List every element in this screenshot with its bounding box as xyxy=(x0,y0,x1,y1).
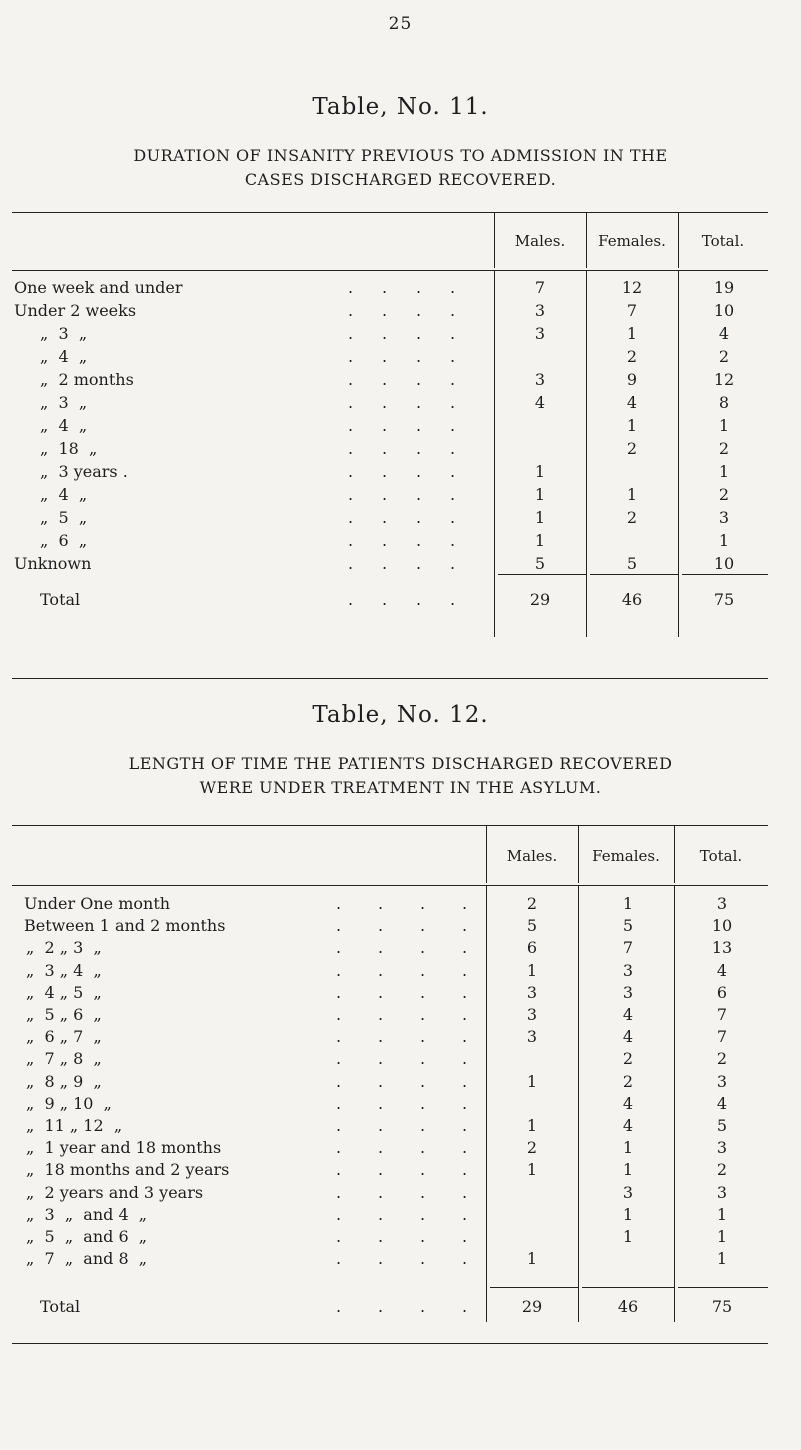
row-label: Between 1 and 2 months xyxy=(24,916,226,936)
total-value: 4 xyxy=(716,960,728,980)
row-label: „ 5 „ xyxy=(40,508,88,527)
row-label: „ 3 „ xyxy=(40,324,88,343)
total-value: 7 xyxy=(716,1027,728,1047)
total-females-value: 46 xyxy=(621,590,643,609)
total-value: 7 xyxy=(716,1005,728,1024)
total-value: 1 xyxy=(718,416,730,435)
column-header-females: Females. xyxy=(598,232,666,250)
total-males-value: 29 xyxy=(521,1297,543,1316)
row-label: „ 7 „ and 8 „ xyxy=(26,1249,148,1269)
table-row: „ 8 „ 9 „ . . . . 1 2 3 xyxy=(12,1070,768,1093)
header-rule xyxy=(12,885,768,886)
table-12 xyxy=(12,825,768,1345)
table-11 xyxy=(12,212,768,682)
males-value: 5 xyxy=(526,916,538,936)
total-value: 3 xyxy=(716,1071,728,1091)
table-top-rule xyxy=(12,212,768,213)
row-label: „ 4 „ xyxy=(40,485,88,504)
row-label: Under One month xyxy=(24,894,171,913)
table-total-row: Total . . . . 29 46 75 xyxy=(12,1295,768,1318)
females-value: 2 xyxy=(626,508,638,527)
row-label: „ 11 „ 12 „ xyxy=(26,1116,123,1135)
table-row: Unknown . . . . 5 5 10 xyxy=(12,552,768,575)
table-bottom-rule xyxy=(12,1343,768,1344)
females-value: 1 xyxy=(622,1138,634,1158)
males-value: 3 xyxy=(534,301,546,320)
total-value: 4 xyxy=(716,1093,728,1113)
total-value: 10 xyxy=(711,916,733,936)
females-value: 1 xyxy=(622,1204,634,1224)
row-label: „ 18 „ xyxy=(40,439,98,458)
total-value: 3 xyxy=(716,894,728,913)
table-row: „ 2 months . . . . 3 9 12 xyxy=(12,368,768,391)
females-value: 3 xyxy=(622,1182,634,1202)
females-value: 4 xyxy=(622,1116,634,1135)
males-value: 1 xyxy=(526,960,538,980)
females-value: 5 xyxy=(626,554,638,573)
column-header-females: Females. xyxy=(592,847,660,865)
row-label: „ 3 „ 4 „ xyxy=(26,960,102,980)
females-value: 7 xyxy=(622,938,634,958)
row-label: „ 1 year and 18 months xyxy=(26,1138,222,1158)
table-row: „ 9 „ 10 „ . . . . 4 4 xyxy=(12,1092,768,1115)
table-row: „ 3 „ 4 „ . . . . 1 3 4 xyxy=(12,959,768,982)
row-label: „ 3 years . xyxy=(40,462,128,481)
table-row: „ 7 „ 8 „ . . . . 2 2 xyxy=(12,1047,768,1070)
row-label: „ 3 „ and 4 „ xyxy=(26,1204,148,1224)
table-12-subtitle-line-1: LENGTH OF TIME THE PATIENTS DISCHARGED RECOVERED xyxy=(128,754,673,773)
table-row: „ 2 „ 3 „ . . . . 6 7 13 xyxy=(12,936,768,959)
grand-total-value: 75 xyxy=(713,590,735,609)
row-label: „ 4 „ xyxy=(40,347,88,366)
males-value: 2 xyxy=(526,1138,538,1158)
table-row: Under 2 weeks . . . . 3 7 10 xyxy=(12,299,768,322)
table-row: „ 3 years . . . . . 1 1 xyxy=(12,460,768,483)
females-value: 4 xyxy=(622,1027,634,1047)
females-value: 12 xyxy=(621,278,643,297)
females-value: 1 xyxy=(626,485,638,504)
table-top-rule xyxy=(12,825,768,826)
header-rule xyxy=(12,270,768,271)
males-value: 1 xyxy=(526,1116,538,1135)
males-value: 3 xyxy=(526,1005,538,1024)
females-value: 2 xyxy=(622,1071,634,1091)
row-label: „ 6 „ xyxy=(40,531,88,550)
males-value: 3 xyxy=(534,324,546,343)
males-value: 2 xyxy=(526,894,538,913)
males-value: 3 xyxy=(534,370,546,389)
total-value: 3 xyxy=(716,1138,728,1158)
total-rule xyxy=(490,1287,578,1288)
males-value: 4 xyxy=(534,393,546,412)
table-12-heading: Table, No. 12. xyxy=(312,702,489,728)
total-females-value: 46 xyxy=(617,1297,639,1316)
row-label: „ 2 months xyxy=(40,370,134,389)
table-row: „ 3 „ . . . . 3 1 4 xyxy=(12,322,768,345)
females-value: 5 xyxy=(622,916,634,936)
table-row: „ 3 „ and 4 „ . . . . 1 1 xyxy=(12,1203,768,1226)
table-row: „ 18 months and 2 years . . . . 1 1 2 xyxy=(12,1158,768,1181)
total-value: 4 xyxy=(718,324,730,343)
table-row: „ 18 „ . . . . 2 2 xyxy=(12,437,768,460)
row-label: „ 9 „ 10 „ xyxy=(26,1093,112,1113)
table-row: One week and under . . . . 7 12 19 xyxy=(12,276,768,299)
table-row: Under One month . . . . 2 1 3 xyxy=(12,892,768,915)
total-value: 2 xyxy=(716,1160,728,1180)
total-value: 10 xyxy=(713,301,735,320)
total-rule xyxy=(582,1287,674,1288)
total-males-value: 29 xyxy=(529,590,551,609)
table-11-subtitle-line-2: CASES DISCHARGED RECOVERED. xyxy=(244,170,557,189)
males-value: 7 xyxy=(534,278,546,297)
column-header-males: Males. xyxy=(506,847,558,865)
males-value: 1 xyxy=(534,531,546,550)
females-value: 1 xyxy=(622,894,634,913)
table-row: „ 5 „ and 6 „ . . . . 1 1 xyxy=(12,1225,768,1248)
table-11-subtitle-line-1: DURATION OF INSANITY PREVIOUS TO ADMISSION IN THE xyxy=(133,146,668,165)
females-value: 3 xyxy=(622,960,634,980)
page-number: 25 xyxy=(388,14,413,34)
grand-total-value: 75 xyxy=(711,1297,733,1316)
males-value: 1 xyxy=(534,485,546,504)
table-row: „ 2 years and 3 years . . . . 3 3 xyxy=(12,1181,768,1204)
row-label: „ 6 „ 7 „ xyxy=(26,1027,102,1047)
females-value: 2 xyxy=(626,347,638,366)
row-label: „ 5 „ and 6 „ xyxy=(26,1227,148,1246)
females-value: 1 xyxy=(622,1227,634,1246)
table-row: Between 1 and 2 months . . . . 5 5 10 xyxy=(12,914,768,937)
total-value: 13 xyxy=(711,938,733,958)
table-row: „ 4 „ . . . . 1 1 2 xyxy=(12,483,768,506)
row-label: „ 3 „ xyxy=(40,393,88,412)
column-header-total: Total. xyxy=(701,232,745,250)
females-value: 1 xyxy=(626,416,638,435)
row-label: One week and under xyxy=(14,278,183,297)
total-rule xyxy=(678,1287,768,1288)
row-label: „ 2 „ 3 „ xyxy=(26,938,102,958)
males-value: 1 xyxy=(526,1249,538,1269)
table-row: „ 4 „ . . . . 2 2 xyxy=(12,345,768,368)
table-row: „ 6 „ . . . . 1 1 xyxy=(12,529,768,552)
total-value: 2 xyxy=(718,347,730,366)
total-value: 10 xyxy=(713,554,735,573)
total-value: 2 xyxy=(716,1049,728,1069)
table-row: „ 6 „ 7 „ . . . . 3 4 7 xyxy=(12,1025,768,1048)
table-row: „ 5 „ 6 „ . . . . 3 4 7 xyxy=(12,1003,768,1026)
total-value: 2 xyxy=(718,485,730,504)
females-value: 1 xyxy=(626,324,638,343)
table-bottom-rule xyxy=(12,678,768,679)
females-value: 7 xyxy=(626,301,638,320)
table-12-subtitle-line-2: WERE UNDER TREATMENT IN THE ASYLUM. xyxy=(199,778,602,797)
row-label: Unknown xyxy=(14,554,92,573)
row-label: „ 5 „ 6 „ xyxy=(26,1005,102,1024)
males-value: 1 xyxy=(526,1160,538,1180)
column-header-males: Males. xyxy=(514,232,566,250)
males-value: 1 xyxy=(526,1071,538,1091)
total-value: 2 xyxy=(718,439,730,458)
females-value: 4 xyxy=(622,1093,634,1113)
row-label: „ 2 years and 3 years xyxy=(26,1182,204,1202)
total-value: 1 xyxy=(718,531,730,550)
females-value: 2 xyxy=(626,439,638,458)
table-row: „ 1 year and 18 months . . . . 2 1 3 xyxy=(12,1136,768,1159)
males-value: 6 xyxy=(526,938,538,958)
females-value: 4 xyxy=(626,393,638,412)
total-value: 12 xyxy=(713,370,735,389)
males-value: 5 xyxy=(534,554,546,573)
total-value: 1 xyxy=(716,1227,728,1246)
females-value: 2 xyxy=(622,1049,634,1069)
total-value: 3 xyxy=(716,1182,728,1202)
total-value: 3 xyxy=(718,508,730,527)
males-value: 1 xyxy=(534,508,546,527)
row-label: „ 8 „ 9 „ xyxy=(26,1071,102,1091)
total-label: Total xyxy=(40,590,81,609)
row-label: „ 7 „ 8 „ xyxy=(26,1049,102,1069)
table-row: „ 4 „ 5 „ . . . . 3 3 6 xyxy=(12,981,768,1004)
males-value: 1 xyxy=(534,462,546,481)
females-value: 3 xyxy=(622,982,634,1002)
total-label: Total xyxy=(40,1297,81,1316)
table-row: „ 5 „ . . . . 1 2 3 xyxy=(12,506,768,529)
table-row: „ 7 „ and 8 „ . . . . 1 1 xyxy=(12,1247,768,1270)
table-total-row: Total . . . . 29 46 75 xyxy=(12,588,768,611)
row-label: „ 4 „ 5 „ xyxy=(26,982,102,1002)
table-row: „ 3 „ . . . . 4 4 8 xyxy=(12,391,768,414)
total-value: 6 xyxy=(716,982,728,1002)
table-11-heading: Table, No. 11. xyxy=(312,94,489,120)
table-row: „ 11 „ 12 „ . . . . 1 4 5 xyxy=(12,1114,768,1137)
females-value: 1 xyxy=(622,1160,634,1180)
row-label: Under 2 weeks xyxy=(14,301,137,320)
total-value: 19 xyxy=(713,278,735,297)
total-value: 8 xyxy=(718,393,730,412)
total-value: 1 xyxy=(718,462,730,481)
table-row: „ 4 „ . . . . 1 1 xyxy=(12,414,768,437)
males-value: 3 xyxy=(526,1027,538,1047)
females-value: 4 xyxy=(622,1005,634,1024)
total-value: 5 xyxy=(716,1116,728,1135)
females-value: 9 xyxy=(626,370,638,389)
total-value: 1 xyxy=(716,1204,728,1224)
males-value: 3 xyxy=(526,982,538,1002)
row-label: „ 4 „ xyxy=(40,416,88,435)
total-value: 1 xyxy=(716,1249,728,1269)
row-label: „ 18 months and 2 years xyxy=(26,1160,230,1180)
column-header-total: Total. xyxy=(699,847,743,865)
